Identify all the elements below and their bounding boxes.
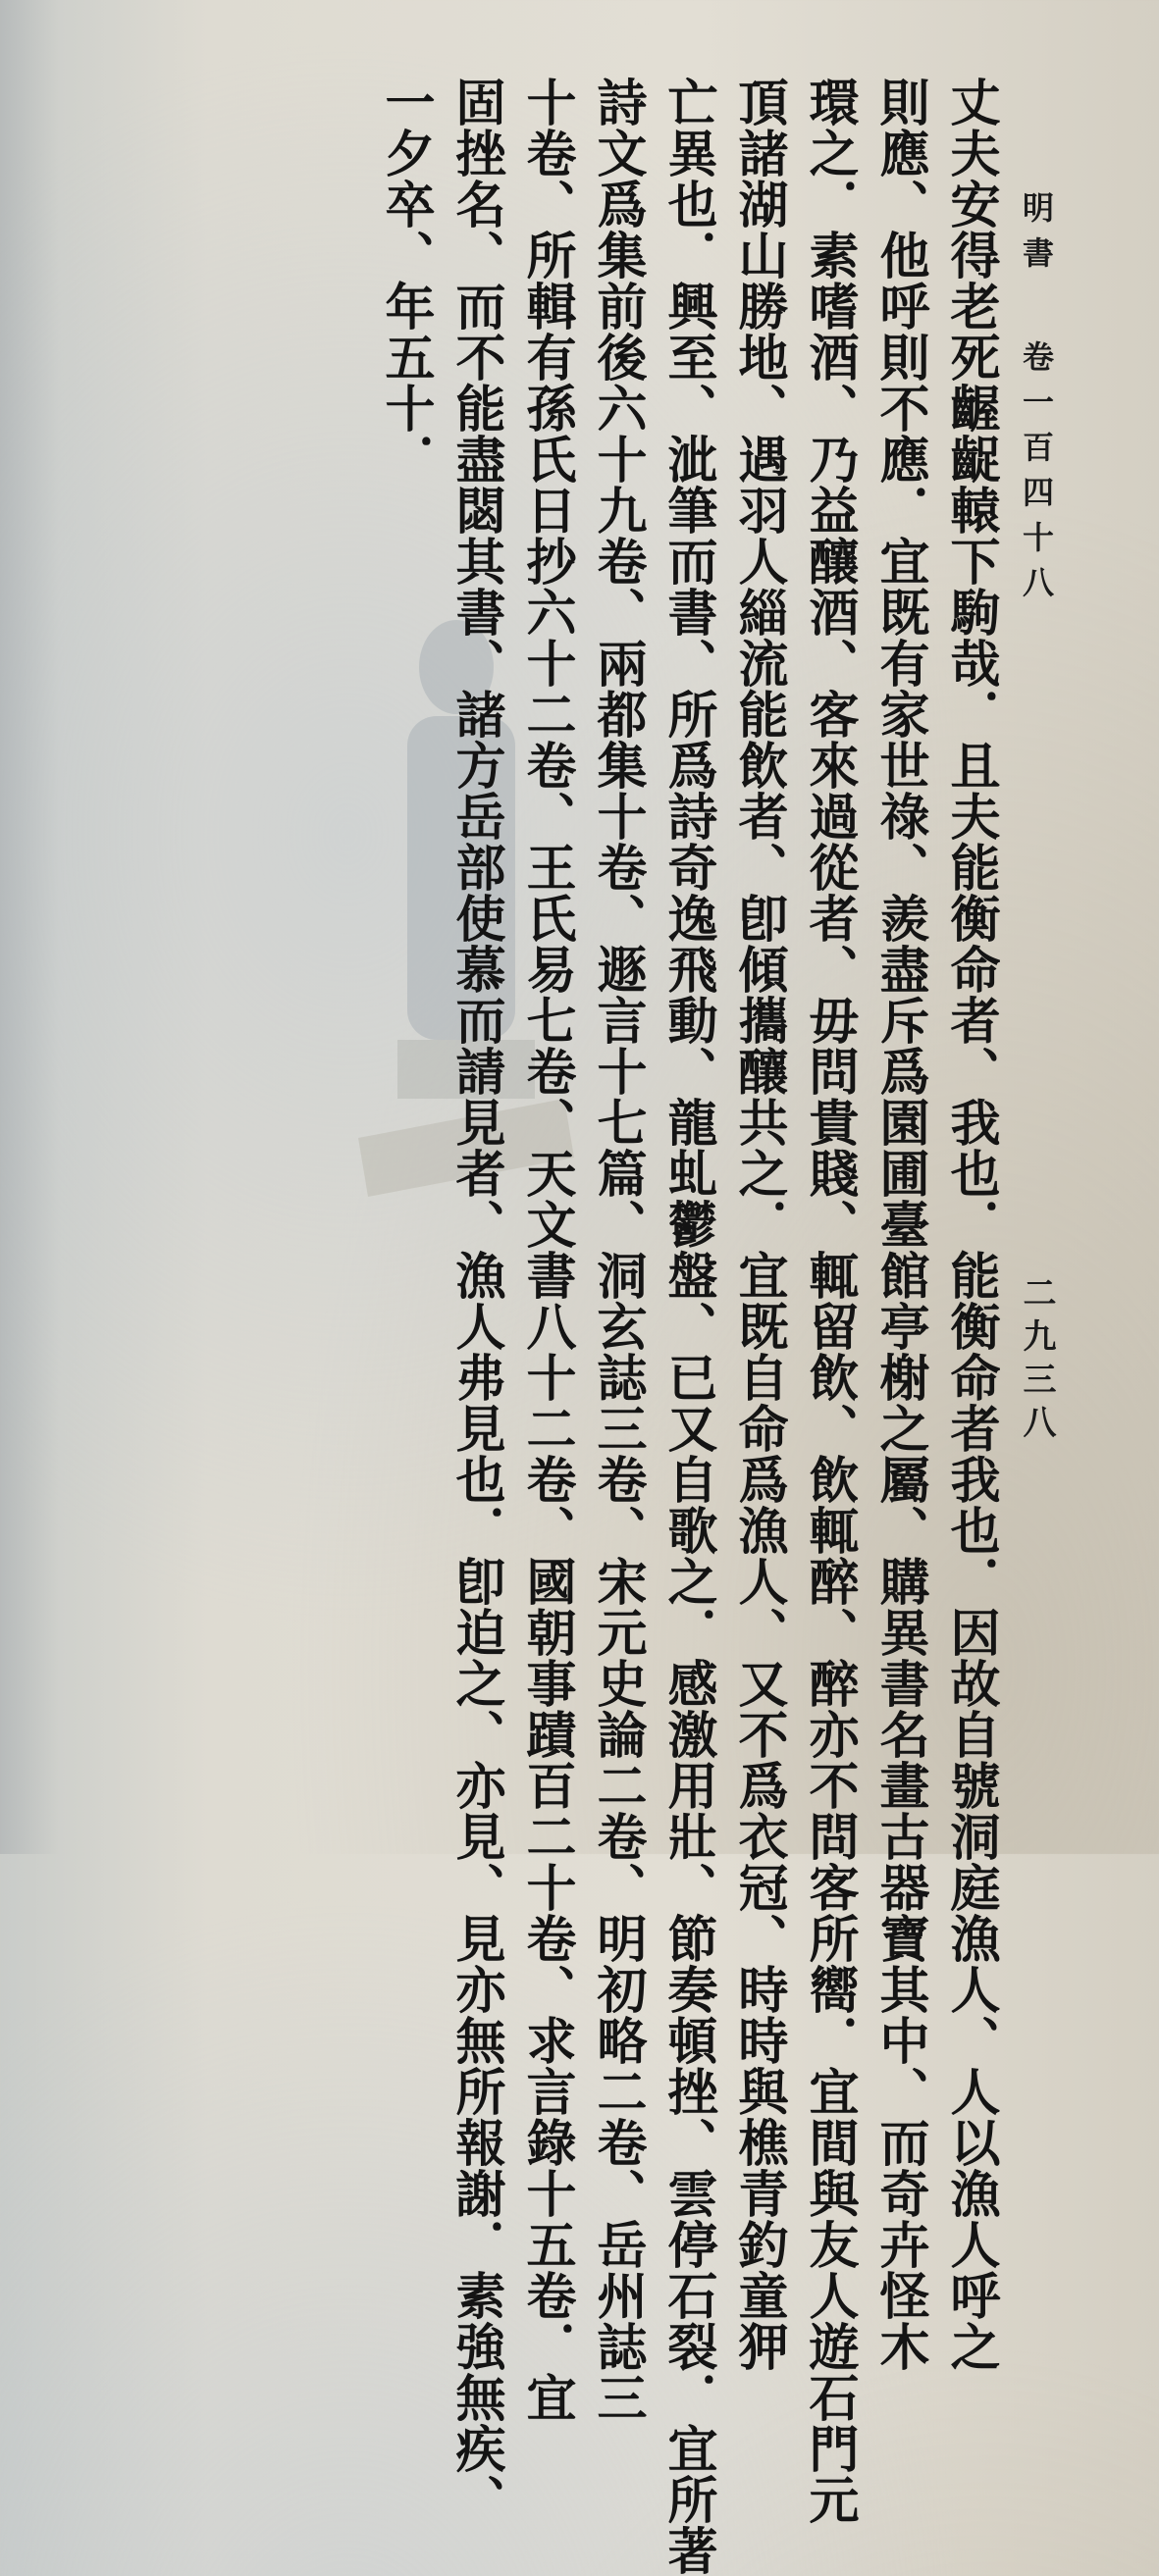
text-line-9: 一夕卒、年五十． [376,77,435,485]
text-line-2: 則應、他呼則不應．宜既有家世祿、羨盡斥爲園圃臺館亭榭之屬、購異書名畫古器寶其中、而奇卉怪木 [870,77,929,2372]
text-line-7: 十卷、所輯有孫氏日抄六十二卷、王氏易七卷、天文書八十二卷、國朝事蹟百二十卷、求言錄十五卷．宜 [517,77,576,2423]
text-line-8: 固挫名、而不能盡閟其書、諸方岳部使慕而請見者、漁人弗見也．卽迫之、亦見、見亦無所報謝．素強無疾、 [447,77,505,2525]
text-line-3: 環之．素嗜酒、乃益釀酒、客來過從者、毋問貴賤、輒留飲、飲輒醉、醉亦不問客所嚮．宜間與友人遊石門元 [800,77,859,2525]
book-title: 明書 [1018,191,1055,282]
running-header [1011,191,1062,611]
page-edge-shadow [0,0,59,1854]
text-line-5: 亡異也．興至、泚筆而書、所爲詩奇逸飛動、龍虬鬱盤、已又自歌之．感激用壯、節奏頓挫、雲停石裂．宜所著 [659,77,717,2576]
text-line-6: 詩文爲集前後六十九卷、兩都集十卷、遯言十七篇、洞玄誌三卷、宋元史論二卷、明初略二卷、岳州誌三 [588,77,647,2423]
body-text-block [376,77,1006,2576]
text-line-1: 丈夫安得老死齷齪轅下駒哉．且夫能衡命者、我也．能衡命者我也．因故自號洞庭漁人、人以漁人呼之 [941,77,1000,2372]
text-line-4: 頂諸湖山勝地、遇羽人緇流能飲者、卽傾攜釀共之．宜既自命爲漁人、又不爲衣冠、時時與樵青釣童狎 [729,77,788,2372]
page-number: 二九三八 [1017,1275,1056,1448]
volume-label: 卷一百四十八 [1018,340,1055,611]
